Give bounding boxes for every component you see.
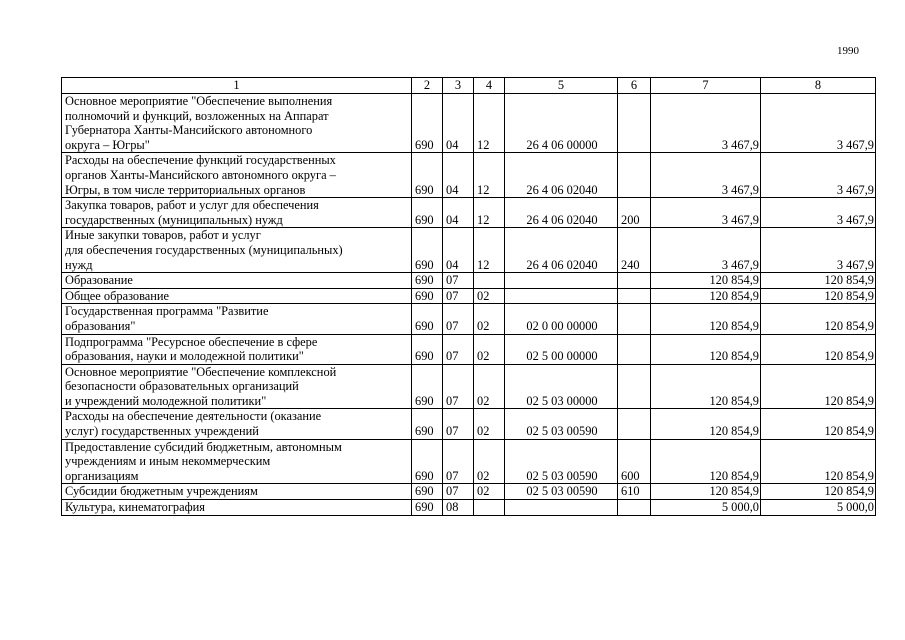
amount-col-7: 120 854,9 [651,273,761,289]
expense-type [618,500,651,516]
admin-code: 690 [412,198,443,228]
expense-type [618,153,651,198]
amount-col-7: 120 854,9 [651,334,761,364]
subsection-code: 02 [474,334,505,364]
expense-type [618,288,651,304]
row-name: Предоставление субсидий бюджетным, автономным учреждениям и иным некоммерческим организациям [62,439,412,484]
table-row [62,273,876,289]
table-row [62,484,876,500]
target-article: 02 0 00 00000 [505,304,618,334]
amount-col-7: 3 467,9 [651,228,761,273]
row-name: Общее образование [62,288,412,304]
subsection-code: 02 [474,484,505,500]
column-header-6: 6 [618,78,651,94]
admin-code: 690 [412,364,443,409]
admin-code: 690 [412,500,443,516]
row-name: Иные закупки товаров, работ и услуг для обеспечения государственных (муниципальных) нужд [62,228,412,273]
table-body [62,94,876,516]
table-row [62,304,876,334]
subsection-code: 12 [474,153,505,198]
section-code: 04 [443,228,474,273]
admin-code: 690 [412,304,443,334]
table-row [62,288,876,304]
admin-code: 690 [412,409,443,439]
subsection-code [474,500,505,516]
section-code: 07 [443,484,474,500]
target-article: 26 4 06 02040 [505,153,618,198]
column-header-5: 5 [505,78,618,94]
target-article: 26 4 06 02040 [505,228,618,273]
amount-col-7: 5 000,0 [651,500,761,516]
table-row [62,500,876,516]
row-name: Закупка товаров, работ и услуг для обеспечения государственных (муниципальных) нужд [62,198,412,228]
header-row [62,78,876,94]
admin-code: 690 [412,288,443,304]
table-row [62,439,876,484]
section-code: 08 [443,500,474,516]
expense-type [618,364,651,409]
expense-type: 240 [618,228,651,273]
target-article: 02 5 03 00590 [505,484,618,500]
table-row [62,153,876,198]
admin-code: 690 [412,153,443,198]
budget-table [61,77,876,516]
row-name: Расходы на обеспечение функций государственных органов Ханты-Мансийского автономного округа – Югры, в том числе территориальных органов [62,153,412,198]
section-code: 07 [443,304,474,334]
row-name: Основное мероприятие "Обеспечение комплексной безопасности образовательных организаций и учреждений молодежной политики" [62,364,412,409]
amount-col-8: 120 854,9 [761,288,876,304]
amount-col-7: 120 854,9 [651,364,761,409]
table-row [62,364,876,409]
amount-col-8: 120 854,9 [761,304,876,334]
expense-type: 610 [618,484,651,500]
subsection-code: 02 [474,304,505,334]
subsection-code: 02 [474,409,505,439]
amount-col-7: 120 854,9 [651,288,761,304]
admin-code: 690 [412,228,443,273]
expense-type [618,94,651,153]
amount-col-7: 120 854,9 [651,304,761,334]
target-article: 02 5 03 00000 [505,364,618,409]
expense-type [618,409,651,439]
expense-type: 600 [618,439,651,484]
section-code: 04 [443,153,474,198]
page-number: 1990 [837,45,859,57]
amount-col-8: 5 000,0 [761,500,876,516]
subsection-code: 02 [474,439,505,484]
table-row [62,334,876,364]
subsection-code: 12 [474,94,505,153]
admin-code: 690 [412,273,443,289]
target-article: 26 4 06 00000 [505,94,618,153]
target-article: 26 4 06 02040 [505,198,618,228]
amount-col-7: 3 467,9 [651,94,761,153]
amount-col-8: 3 467,9 [761,228,876,273]
expense-type [618,304,651,334]
target-article [505,288,618,304]
amount-col-8: 120 854,9 [761,364,876,409]
section-code: 04 [443,198,474,228]
column-header-3: 3 [443,78,474,94]
amount-col-8: 120 854,9 [761,409,876,439]
amount-col-8: 120 854,9 [761,484,876,500]
subsection-code: 12 [474,228,505,273]
amount-col-7: 120 854,9 [651,409,761,439]
amount-col-8: 3 467,9 [761,153,876,198]
amount-col-7: 120 854,9 [651,484,761,500]
expense-type: 200 [618,198,651,228]
amount-col-8: 3 467,9 [761,198,876,228]
target-article: 02 5 00 00000 [505,334,618,364]
section-code: 07 [443,409,474,439]
column-header-8: 8 [761,78,876,94]
target-article: 02 5 03 00590 [505,409,618,439]
table-row [62,94,876,153]
column-header-2: 2 [412,78,443,94]
column-header-7: 7 [651,78,761,94]
column-header-4: 4 [474,78,505,94]
amount-col-7: 3 467,9 [651,153,761,198]
amount-col-8: 120 854,9 [761,334,876,364]
amount-col-8: 120 854,9 [761,273,876,289]
table-row [62,409,876,439]
subsection-code: 12 [474,198,505,228]
admin-code: 690 [412,94,443,153]
column-header-1: 1 [62,78,412,94]
table-row [62,198,876,228]
amount-col-8: 120 854,9 [761,439,876,484]
section-code: 07 [443,439,474,484]
row-name: Подпрограмма "Ресурсное обеспечение в сфере образования, науки и молодежной политики" [62,334,412,364]
target-article [505,273,618,289]
section-code: 07 [443,364,474,409]
row-name: Культура, кинематография [62,500,412,516]
target-article: 02 5 03 00590 [505,439,618,484]
amount-col-8: 3 467,9 [761,94,876,153]
target-article [505,500,618,516]
row-name: Субсидии бюджетным учреждениям [62,484,412,500]
section-code: 07 [443,273,474,289]
row-name: Основное мероприятие "Обеспечение выполнения полномочий и функций, возложенных на Аппарат Губернатора Ханты-Мансийского автономного округа – Югры" [62,94,412,153]
section-code: 07 [443,288,474,304]
row-name: Государственная программа "Развитие образования" [62,304,412,334]
admin-code: 690 [412,484,443,500]
expense-type [618,273,651,289]
section-code: 04 [443,94,474,153]
amount-col-7: 120 854,9 [651,439,761,484]
admin-code: 690 [412,334,443,364]
expense-type [618,334,651,364]
admin-code: 690 [412,439,443,484]
subsection-code: 02 [474,288,505,304]
subsection-code [474,273,505,289]
row-name: Расходы на обеспечение деятельности (оказание услуг) государственных учреждений [62,409,412,439]
row-name: Образование [62,273,412,289]
amount-col-7: 3 467,9 [651,198,761,228]
section-code: 07 [443,334,474,364]
subsection-code: 02 [474,364,505,409]
table-row [62,228,876,273]
